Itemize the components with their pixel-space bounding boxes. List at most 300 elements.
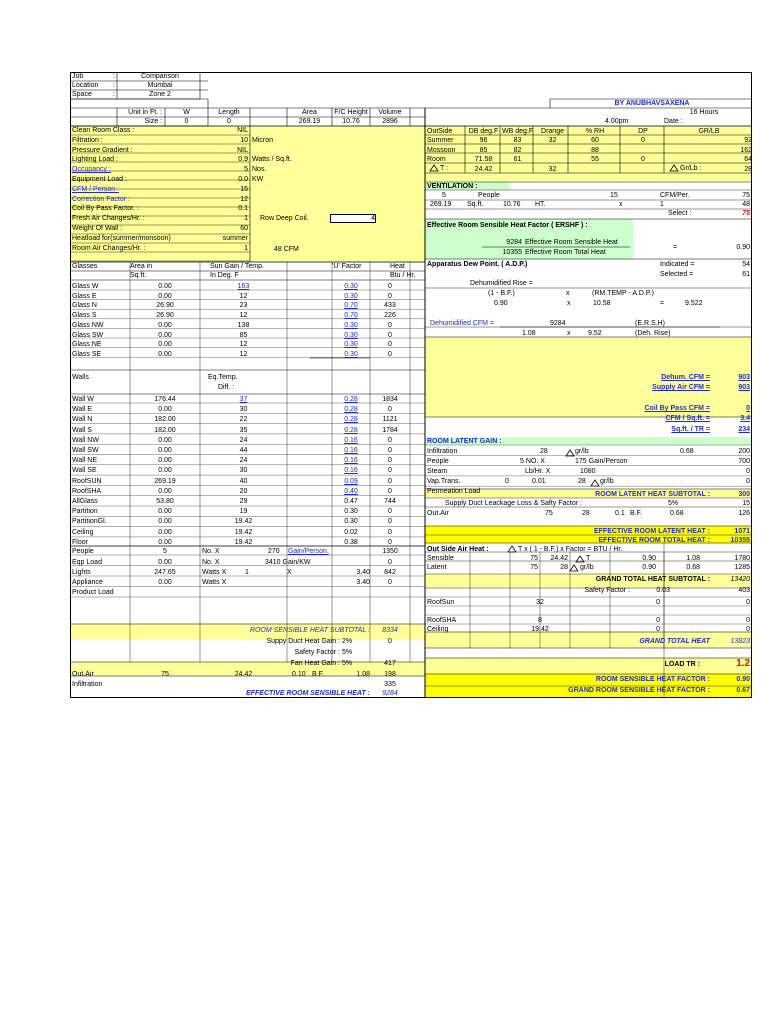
people-heat: 1350	[382, 548, 398, 555]
date-label: Date :	[664, 118, 683, 125]
glass-heat: 0	[388, 292, 392, 300]
ceiling-dt: 19.42	[531, 626, 549, 633]
wall-name: Wall NE	[72, 457, 98, 465]
lights-mult: 3.40	[356, 569, 370, 576]
eqp-value: 0.00	[158, 559, 172, 566]
wall-diff: 19	[239, 508, 248, 516]
design-value: NIL	[237, 127, 248, 134]
glass-sun-gain: 138	[237, 321, 250, 329]
wall-name: Wall W	[72, 396, 94, 403]
conditions-cell: 55	[591, 156, 599, 163]
bf-value: 0.90	[494, 300, 508, 307]
selected-value: 61	[742, 271, 750, 278]
latent-infil-factor: 0.68	[680, 448, 694, 455]
latent-outair-factor: 0.68	[670, 510, 684, 517]
roofsun-u: 0	[656, 599, 660, 606]
conditions-header: DP	[638, 128, 648, 135]
ventilation-cell: 5	[442, 192, 446, 199]
erth-value: 10355	[730, 537, 750, 544]
glass-u-factor: 0.30	[344, 283, 358, 290]
size-w: 0	[184, 118, 189, 125]
design-label: Room Air Changes/Hr. :	[72, 244, 146, 252]
wall-diff: 24	[239, 436, 248, 444]
gt-subtotal-value: 13420	[730, 576, 750, 583]
design-value: 1	[244, 215, 248, 223]
wall-u-factor: 0.16	[344, 436, 358, 444]
conditions-cell: Mossoon	[427, 146, 456, 154]
duct-loss-label: Supply Duct Leackage Loss & Safty Factor :	[445, 500, 582, 507]
wall-diff: 19.42	[234, 528, 253, 536]
vap-heat: 0	[746, 478, 750, 485]
sensible-bf: 0.90	[642, 555, 656, 562]
vap-label: Vap.Trans.	[427, 478, 461, 485]
dehum-cfm-label: Dehumidified CFM =	[430, 320, 494, 327]
area-label: Area	[302, 109, 317, 116]
ventilation-cell: 10.76	[503, 201, 521, 208]
wall-area: 182.00	[154, 426, 176, 434]
conditions-cell: 60	[591, 137, 599, 144]
erth-label: EFFECTIVE ROOM TOTAL HEAT :	[598, 537, 710, 544]
latent-bf: 0.90	[642, 564, 656, 571]
wall-heat: 0	[388, 436, 392, 444]
wall-u-factor: 0.16	[344, 447, 358, 454]
ventilation-cell: CFM/Per.	[660, 192, 690, 199]
wall-name: AllGlass	[72, 498, 98, 505]
infiltration-label: Infiltration	[72, 681, 103, 688]
cfm-summary-value: 903	[738, 384, 750, 391]
conditions-cell: Room	[427, 156, 446, 163]
times: x	[566, 290, 570, 297]
wall-name: Ceiling	[72, 528, 94, 536]
conditions-cell: 61	[513, 156, 522, 163]
conditions-cell: 0	[641, 156, 645, 163]
conditions-header: % RH	[585, 128, 605, 135]
location-label: Location	[72, 82, 99, 89]
conditions-cell: 83	[513, 137, 522, 144]
design-label: Lighting Load :	[72, 156, 118, 164]
hours: 16 Hours	[689, 109, 719, 116]
glass-name: Glass NE	[72, 341, 102, 349]
people-gain-label: Gain/Person.	[288, 548, 329, 555]
outside-air-formula: T x ( 1 - B.F.) x Factor = BTU / Hr.	[518, 546, 623, 553]
latent-subtotal-label: ROOM LATENT HEAT SUBTOTAL :	[595, 491, 710, 498]
design-unit: KW	[252, 176, 264, 183]
design-label: Coil By Pass Factor. :	[72, 205, 139, 213]
gt-safety-heat: 403	[738, 587, 750, 594]
design-unit: Nos.	[252, 166, 267, 174]
wall-u-factor: 0.38	[344, 538, 358, 546]
latent-cfm: 75	[530, 564, 538, 571]
ventilation-cell: 48	[742, 201, 750, 208]
sensible-cfm: 75	[530, 555, 538, 562]
latent-people-label: People	[427, 458, 449, 465]
glass-area: 26.90	[156, 302, 174, 310]
latent-infil-label: Infiltration	[427, 448, 458, 455]
appliance-heat: 0	[388, 579, 392, 586]
conditions-cell: 0	[641, 137, 645, 144]
latent-outair-label: Out.Air	[427, 510, 449, 517]
wall-heat: 0	[388, 467, 392, 475]
supply-leak-label: Suppy Duct Heat Gain :	[266, 638, 340, 645]
glass-heat: 226	[384, 312, 396, 320]
wall-area: 53.80	[156, 498, 174, 505]
conditions-cell: 32	[548, 165, 557, 173]
wall-diff: 22	[239, 416, 248, 424]
row-deep-label: Row Deep Coil.	[260, 215, 309, 222]
wall-area: 0.00	[158, 447, 172, 454]
glass-area: 0.00	[158, 283, 172, 290]
glass-sun-gain: 12	[239, 350, 248, 358]
glass-area: 0.00	[158, 341, 172, 349]
vap-gr: 28	[578, 478, 586, 485]
diff-label: Diff. :	[218, 384, 235, 391]
rsh-subtotal-label: ROOM SENSIBLE HEAT SUBTOTAL :	[249, 627, 370, 634]
location-value: Mumbai	[147, 82, 173, 89]
times: x	[567, 330, 571, 337]
wall-diff: 20	[239, 487, 248, 495]
permeation-label: Permeation Load	[427, 488, 481, 495]
indicated-value: 54	[742, 261, 750, 268]
time: 4.00pm	[605, 118, 629, 125]
ventilation-cell: HT.	[535, 201, 546, 208]
outside-air-title: Out Side Air Heat :	[427, 546, 489, 553]
eqp-unit: No. X	[202, 559, 220, 566]
wall-name: Wall NW	[72, 436, 99, 444]
glass-heat: 0	[388, 331, 392, 339]
wall-name: RoofSHA	[72, 487, 102, 495]
fan-pct: 5%	[342, 660, 353, 667]
job-value: Comparison	[141, 73, 179, 80]
ventilation-cell: People	[478, 192, 500, 199]
glass-sun-gain: 163	[237, 283, 250, 290]
people-gain: 270	[268, 548, 280, 555]
colon: :	[113, 82, 115, 89]
design-label: Heatload for(summer/monsoon)	[72, 234, 171, 242]
glass-heat: 0	[388, 350, 392, 358]
times: x	[567, 300, 571, 307]
ventilation-cell: x	[619, 201, 623, 208]
conditions-cell: 96	[479, 137, 488, 144]
wall-heat: 0	[388, 447, 392, 454]
wall-u-factor: 0.47	[344, 498, 358, 505]
appliance-unit: Watts X	[202, 579, 227, 586]
wall-area: 0.00	[158, 508, 172, 516]
wall-diff: 19.42	[234, 538, 253, 546]
unit-label: Unit in Ft. :	[128, 109, 162, 116]
delta-icon	[591, 480, 599, 486]
wall-u-factor: 0.28	[344, 416, 358, 424]
cfm-summary-label: Supply Air CFM =	[652, 384, 710, 391]
equals: =	[673, 244, 678, 251]
conditions-cell: 28	[744, 165, 752, 173]
sensible-heat: 1780	[734, 555, 750, 562]
conditions-cell: 88	[591, 146, 599, 154]
latent-factor: 0.68	[686, 564, 700, 571]
glass-name: Glass SE	[72, 350, 102, 358]
lights-value: 247.65	[154, 569, 176, 576]
wall-name: Wall SW	[72, 447, 99, 454]
fan-value: 417	[384, 660, 396, 667]
wall-diff: 35	[239, 426, 248, 434]
wall-diff: 40	[239, 477, 248, 485]
gr-lb: gr/lb	[575, 448, 589, 455]
lights-factor: 1	[245, 569, 249, 576]
space-value: Zone 2	[149, 91, 171, 98]
people-unit: No. X	[202, 548, 220, 555]
design-label: Equipment Load :	[72, 176, 127, 183]
outair-dt: 24.42	[234, 671, 253, 678]
design-label: Correction Factor :	[72, 195, 130, 203]
erlh-label: EFFECTIVE ROOM LATENT HEAT :	[593, 528, 710, 535]
conditions-header: WB deg.F	[502, 128, 534, 135]
duct-loss-value: 15	[742, 500, 750, 507]
wall-u-factor: 0.09	[344, 477, 358, 485]
eqp-label: Eqp Load	[72, 559, 102, 566]
sensible-dt: 24.42	[550, 555, 568, 562]
wall-area: 176.44	[154, 396, 176, 403]
delta-t-label: T :	[440, 165, 449, 172]
ventilation-cell: 269.19	[430, 201, 452, 208]
gt-subtotal-label: GRAND TOTAL HEAT SUBTOTAL :	[595, 576, 710, 583]
wall-u-factor: 0.28	[344, 426, 358, 434]
design-label: Weight Of Wall :	[72, 225, 123, 232]
space-label: Space	[72, 91, 92, 98]
rise-result: 9.522	[685, 300, 703, 307]
wall-name: Wall N	[72, 416, 93, 424]
conditions-cell: 71.58	[474, 156, 493, 163]
outair-heat: 198	[384, 671, 396, 678]
design-label: Clean Room Class :	[72, 127, 135, 134]
glass-area: 0.00	[158, 350, 172, 358]
design-value: 15	[240, 185, 248, 193]
glass-area: 0.00	[158, 331, 172, 339]
ceiling-label: Ceiling	[427, 626, 449, 633]
glass-header: In Deg. F	[210, 272, 239, 279]
times: X	[287, 569, 292, 576]
latent-subtotal-value: 300	[738, 491, 750, 498]
bf-label: B.F.	[630, 510, 643, 517]
roofsun-dt: 32	[536, 599, 544, 606]
design-unit: Micron	[252, 136, 274, 144]
latent-outair-cfm: 75	[545, 510, 553, 517]
appliance-label: Appliance	[72, 579, 103, 586]
roofsun-heat: 0	[746, 599, 750, 606]
wall-heat: 0	[388, 508, 392, 516]
latent-title: ROOM LATENT GAIN :	[427, 438, 502, 445]
conditions-cell: 92	[744, 137, 752, 144]
wall-heat: 0	[388, 528, 392, 536]
gr-lb-label: Gr/Lb :	[680, 165, 702, 172]
conditions-cell: 32	[548, 137, 557, 144]
glass-name: Glass SW	[72, 331, 104, 339]
colon: :	[113, 91, 115, 98]
volume-label: Volume	[378, 109, 402, 116]
ert-label: Effective Room Total Heat	[525, 249, 606, 256]
steam-factor: 1080	[580, 468, 596, 475]
cfm-summary-value: 0	[746, 405, 750, 412]
wall-heat: 744	[384, 498, 396, 505]
outair-cfm: 75	[161, 671, 169, 678]
steam-heat: 0	[746, 468, 750, 475]
conditions-cell: 162	[740, 146, 752, 154]
ersh-label: (E.R.S.H)	[635, 320, 665, 327]
ershf-title: Effective Room Sensible Heat Factor ( ERSHF ) :	[427, 222, 588, 229]
glass-u-factor: 0.30	[344, 321, 358, 329]
rm-value: 10.58	[593, 300, 611, 307]
design-label: CFM / Person :	[72, 185, 120, 193]
glass-header: Btu / Hr.	[390, 272, 416, 279]
load-tr-value: 1.2	[736, 658, 750, 669]
roofsun-label: RoofSun	[427, 599, 455, 606]
select-label: Select :	[668, 210, 692, 217]
wall-name: Partition	[72, 508, 98, 516]
ersh-label: EFFECTIVE ROOM SENSIBLE HEAT :	[246, 690, 370, 697]
product-load-label: Product Load	[72, 589, 114, 596]
supply-leak-pct: 2%	[342, 638, 353, 645]
ventilation-title: VENTILATION :	[427, 183, 478, 190]
appliance-mult: 3.40	[356, 579, 370, 586]
ventilation-cell: Sq.ft.	[467, 201, 484, 208]
cfm-summary-value: 234	[738, 426, 750, 433]
gr-lb: gr/lb	[600, 478, 614, 485]
glass-area: 26.90	[156, 312, 174, 320]
vap-factor: 0.01	[532, 478, 546, 485]
wall-u-factor: 0.30	[344, 518, 358, 526]
latent-label: Latent	[427, 564, 447, 571]
wall-name: PartitionGl.	[72, 518, 107, 526]
glass-heat: 433	[384, 302, 396, 310]
glass-u-factor: 0.30	[344, 341, 358, 349]
gth-value: 13823	[730, 638, 750, 645]
design-label: Occupancy :	[72, 166, 111, 174]
conditions-cell: 85	[479, 146, 488, 154]
fan-label: Fan Heat Gain :	[290, 660, 340, 667]
lights-heat: 842	[384, 569, 396, 576]
glass-sun-gain: 12	[239, 341, 248, 349]
safety-pct: 5%	[342, 649, 353, 656]
latent-people-heat: 700	[738, 458, 750, 465]
conditions-cell: 82	[513, 146, 522, 154]
cfm-summary-value: 3.4	[740, 415, 750, 422]
ventilation-cell: 15	[610, 192, 618, 199]
ers-value: 9284	[506, 239, 522, 246]
cfm-summary-label: Dehum. CFM =	[661, 374, 710, 381]
lights-label: Lights	[72, 569, 91, 576]
eqp-gain: 3410 Gain/KW	[265, 559, 311, 566]
steam-unit: Lb/Hr. X	[525, 468, 551, 475]
appliance-value: 0.00	[158, 579, 172, 586]
wall-u-factor: 0.16	[344, 457, 358, 465]
cfm-summary-label: Coil By Pass CFM =	[644, 405, 710, 412]
job-label: Job	[72, 73, 84, 80]
wall-diff: 24	[239, 457, 248, 465]
people-label: People	[72, 548, 94, 555]
delta-icon	[570, 565, 578, 571]
latent-people-count: 5 NO. X	[520, 458, 545, 465]
conditions-header: DB deg.F	[468, 128, 499, 135]
wall-u-factor: 0.28	[344, 396, 358, 403]
dehum-rise-value: 9.52	[588, 330, 602, 337]
glass-sun-gain: 85	[239, 331, 248, 339]
wall-area: 0.00	[158, 467, 172, 475]
wall-u-factor: 0.16	[344, 467, 358, 475]
supply-leak-value: 0	[388, 638, 392, 645]
sensible-factor: 1.08	[686, 555, 700, 562]
design-unit: Watts / Sq.ft.	[252, 156, 292, 164]
design-value: 12	[240, 195, 248, 203]
delta-t-symbol: T	[586, 555, 591, 562]
unit-length: Length	[218, 109, 240, 116]
roofsha-label: RoofSHA	[427, 617, 457, 624]
latent-infil-heat: 200	[738, 448, 750, 455]
wall-diff: 29	[239, 498, 248, 505]
design-label: Pressure Gradient :	[72, 146, 133, 154]
cfm-summary-label: CFM / Sq.ft. =	[665, 415, 710, 422]
ert-value: 10355	[502, 249, 522, 256]
glass-u-factor: 0.30	[344, 350, 358, 358]
design-value: 60	[240, 225, 248, 232]
wall-heat: 0	[388, 457, 392, 465]
wall-name: Wall S	[72, 426, 92, 434]
walls-title: Walls	[72, 374, 89, 381]
wall-area: 0.00	[158, 528, 172, 536]
grshf-label: GRAND ROOM SENSIBLE HEAT FACTOR :	[568, 687, 710, 694]
select-value: 75	[742, 210, 750, 217]
deh-rise-label: (Deh. Rise)	[635, 330, 671, 337]
glass-heat: 0	[388, 283, 392, 290]
roofsha-heat: 0	[746, 617, 750, 624]
people-count: 5	[163, 548, 167, 555]
author: BY ANUBHAVSAXENA	[614, 100, 690, 107]
wall-name: RoofSUN	[72, 477, 102, 485]
duct-loss-pct: 5%	[668, 500, 679, 507]
design-value: 5	[244, 166, 248, 174]
gr-lb: gr/lb	[580, 564, 594, 571]
vap-value: 0	[505, 478, 509, 485]
ventilation-cell: 1	[660, 201, 664, 208]
glass-u-factor: 0.70	[344, 302, 358, 310]
latent-infil-value: 28	[540, 448, 548, 455]
wall-area: 0.00	[158, 518, 172, 526]
glass-area: 0.00	[158, 292, 172, 300]
wall-area: 0.00	[158, 487, 172, 495]
design-label: Fresh Air Changes/Hr. :	[72, 215, 145, 223]
unit-w: W	[183, 109, 190, 116]
wall-heat: 0	[388, 518, 392, 526]
glass-sun-gain: 23	[239, 302, 248, 310]
conditions-header: GR/LB	[698, 128, 720, 135]
ers-label: Effective Room Sensible Heat	[525, 239, 618, 246]
heat-load-sheet	[70, 72, 752, 698]
room-air-cfm: 48 CFM	[274, 246, 299, 253]
delta-icon	[508, 546, 516, 552]
latent-outair-gr: 28	[582, 510, 590, 517]
wall-u-factor: 0.02	[344, 528, 358, 536]
fc-label: F/C Height	[334, 109, 368, 116]
latent-outair-heat: 126	[738, 510, 750, 517]
wall-diff: 30	[239, 467, 248, 475]
roofsha-dt: 8	[538, 617, 542, 624]
ventilation-cell: 75	[742, 192, 750, 199]
size-length: 0	[227, 118, 231, 125]
glass-name: Glass E	[72, 292, 97, 300]
glass-header: Sun Gain / Temp.	[210, 263, 264, 270]
wall-u-factor: 0.30	[344, 508, 358, 516]
gt-safety-value: 0.03	[656, 587, 670, 594]
size-label: Size :	[144, 118, 162, 125]
design-label: Filtration :	[72, 136, 103, 144]
design-value: 10	[240, 136, 248, 144]
